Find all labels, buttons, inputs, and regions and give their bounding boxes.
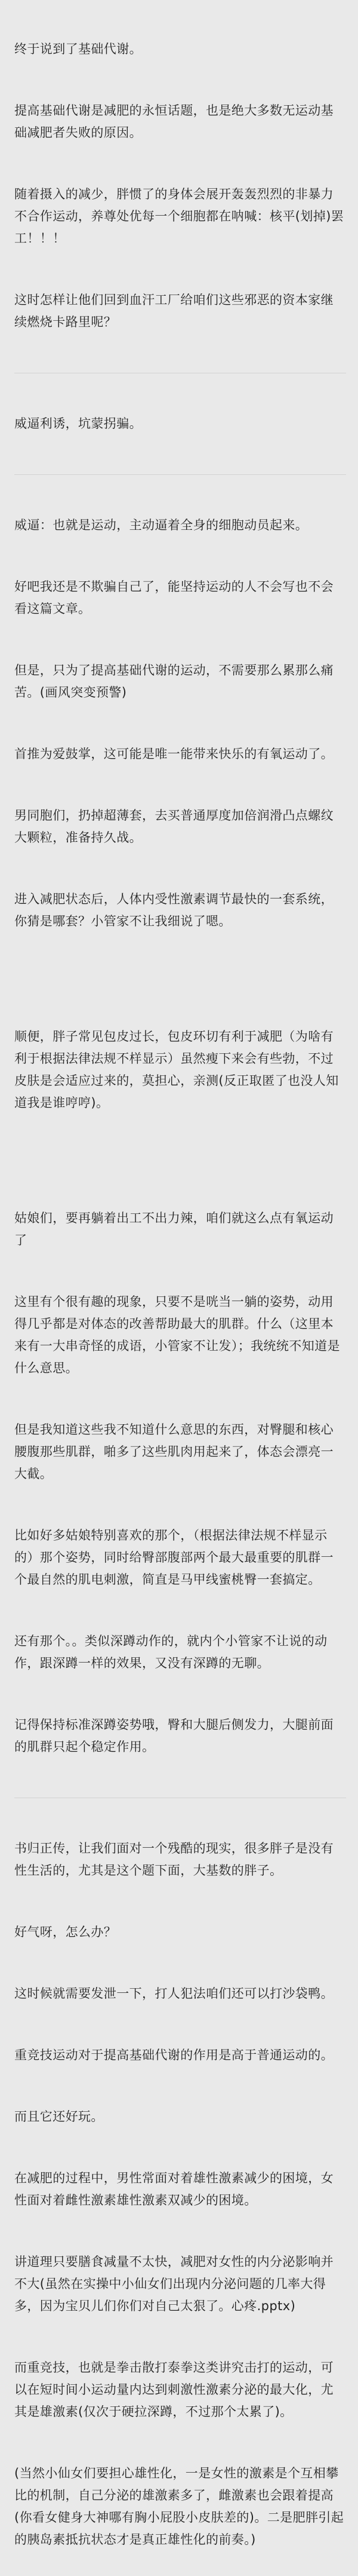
paragraph: 比如好多姑娘特别喜欢的那个，（根据法律法规不样显示的）那个姿势，同时给臀部腹部两个最大最重要的肌群一个最自然的肌电刺激，简直是马甲线蜜桃臀一套搞定。 xyxy=(14,1528,334,1587)
section-divider xyxy=(14,474,346,475)
paragraph: 但是我知道这些我不知道什么意思的东西，对臀腿和核心腰腹那些肌群，啪多了这些肌肉用起来了，体态会漂亮一大截。 xyxy=(14,1422,334,1481)
spacer xyxy=(14,1154,346,1207)
paragraph: 但是，只为了提高基础代谢的运动，不需要那么累那么痛苦。(画风突变预警) xyxy=(14,663,334,700)
paragraph: 姑娘们，要再躺着出工不出力辣，咱们就这么点有氧运动了 xyxy=(14,1211,334,1247)
paragraph: 书归正传，让我们面对一个残酷的现实，很多胖子是没有性生活的，尤其是这个题下面，大基数的胖子。 xyxy=(14,1841,334,1878)
paragraph: 还有那个。。类似深蹲动作的，就内个小管家不让说的动作，跟深蹲一样的效果，又没有深蹲的无聊。 xyxy=(14,1634,328,1670)
paragraph: 这里有个很有趣的现象，只要不是咣当一躺的姿势，动用得几乎都是对体态的改善帮助最大的肌群。什么（这里本来有一大串奇怪的成语，小管家不让发）；我统统不知道是什么意思。 xyxy=(14,1295,340,1375)
paragraph: 而重竞技，也就是拳击散打泰拳这类讲究击打的运动，可以在短时间小运动量内达到刺激性激素分泌的最大化，尤其是雄激素(仅次于硬拉深蹲，不过那个太累了)。 xyxy=(14,2360,334,2419)
paragraph: 好吧我还是不欺骗自己了，能坚持运动的人不会写也不会看这篇文章。 xyxy=(14,579,334,616)
paragraph: 好气呀，怎么办？ xyxy=(14,1925,117,1939)
spacer xyxy=(14,972,346,1026)
paragraph: 进入减肥状态后，人体内受性激素调节最快的一套系统，你猜是哪套？小管家不让我细说了嗯。 xyxy=(14,892,334,928)
paragraph: 而且它还好玩。 xyxy=(14,2109,104,2124)
paragraph: 首推为爱鼓掌，这可能是唯一能带来快乐的有氧运动了。 xyxy=(14,747,334,761)
paragraph: 讲道理只要膳食减量不太快，减肥对女性的内分泌影响并不大(虽然在实操中小仙女们出现内分泌问题的几率大得多，因为宝贝儿们你们对自己太狠了。心疼.pptx) xyxy=(14,2255,334,2313)
paragraph: 记得保持标准深蹲姿势哦，臀和大腿后侧发力，大腿前面的肌群只起个稳定作用。 xyxy=(14,1718,334,1754)
paragraph: 这时候就需要发泄一下，打人犯法咱们还可以打沙袋鸭。 xyxy=(14,1986,334,2001)
paragraph: 顺便，胖子常见包皮过长，包皮环切有利于减肥（为啥有利于根据法律法规不样显示）虽然瘦下来会有些勃，不过皮肤是会适应过来的，莫担心，亲测(反正取匿了也没人知道我是谁哼哼)。 xyxy=(14,1029,339,1110)
paragraph: 威逼：也就是运动，主动逼着全身的细胞动员起来。 xyxy=(14,518,308,532)
paragraph: 提高基础代谢是减肥的永恒话题，也是绝大多数无运动基础减肥者失败的原因。 xyxy=(14,103,334,140)
paragraph: 男同胞们，扔掉超薄套，去买普通厚度加倍润滑凸点螺纹大颗粒，准备持久战。 xyxy=(14,808,334,845)
paragraph: 随着摄入的减少，胖惯了的身体会展开轰轰烈烈的非暴力不合作运动，养尊处优每一个细胞都在呐喊：核平(划掉)罢工！！！ xyxy=(14,187,344,246)
paragraph: 在减肥的过程中，男性常面对着雄性激素减少的困境，女性面对着雌性激素雄性激素双减少的困境。 xyxy=(14,2171,334,2207)
paragraph: 重竞技运动对于提高基础代谢的作用是高于普通运动的。 xyxy=(14,2048,334,2062)
paragraph: 终于说到了基础代谢。 xyxy=(14,42,142,56)
paragraph: 威逼利诱，坑蒙拐骗。 xyxy=(14,416,142,431)
paragraph: 这时怎样让他们回到血汗工厂给咱们这些邪恶的资本家继续燃烧卡路里呢？ xyxy=(14,293,334,329)
paragraph: (当然小仙女们要担心雄性化，一是女性的激素是个互相攀比的机制，自己分泌的雄激素多了，雌激素也会跟着提高(你看女健身大神哪有胸小屁股小皮肤差的)。二是肥胖引起的胰岛素抵抗状态才是真正雄性化的前奏。) xyxy=(14,2466,344,2547)
